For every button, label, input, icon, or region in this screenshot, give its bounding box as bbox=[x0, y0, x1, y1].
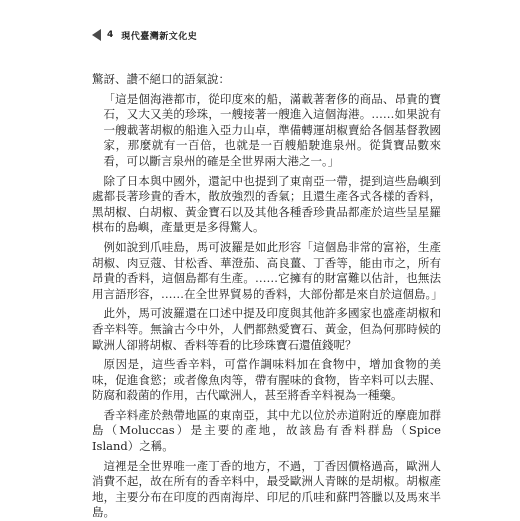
page-number: 4 bbox=[107, 30, 114, 40]
paragraph-pepper-value: 此外，馬可波羅還在口述中提及印度與其他許多國家也盛產胡椒和香辛料等。無論古今中外，人們都熱愛寶石、黃金，但為何那時候的歐洲人卻將胡椒、香料等看的比珍珠寶石還值錢呢？ bbox=[92, 306, 441, 352]
running-header bbox=[92, 28, 197, 42]
paragraph-spices-southeast-asia: 除了日本與中國外，還記中也提到了東南亞一帶，提到這些島嶼到處都長著珍貴的香木，散放強烈的香氣；且還生產各式各樣的香料，黑胡椒、白胡椒、黃金寶石以及其他各種香珍貴品都產於這些呈星羅棋布的島嶼，產量更是多得驚人。 bbox=[92, 173, 441, 235]
paragraph-cloves: 這裡是全世界唯一產丁香的地方，不過，丁香因價格過高，歐洲人消費不起，故在所有的香辛料中，最受歐洲人青睞的是胡椒。胡椒產地，主要分布在印度的西南海岸、印尼的爪哇和蘇門答臘以及馬來半島。 bbox=[92, 458, 441, 520]
left-triangle-icon bbox=[92, 29, 101, 41]
paragraph-moluccas: 香辛料產於熱帶地區的東南亞，其中尤以位於赤道附近的摩鹿加群島（Moluccas）是主要的產地，故該島有香料群島（Spice Island）之稱。 bbox=[92, 407, 441, 454]
book-title: 現代臺灣新文化史 bbox=[121, 31, 198, 42]
paragraph-reason: 原因是，這些香辛料，可當作調味料加在食物中，增加食物的美味，促進食慾；或者像魚肉等，帶有腥味的食物，皆辛料可以去腥、防腐和殺菌的作用，古代歐洲人，甚至將香辛料視為一種藥。 bbox=[92, 357, 441, 403]
quote-quanzhou: 「這是個海港都市，從印度來的船，滿載著奢侈的商品、昂貴的寶石，又大又美的珍珠，一艘接著一艘進入這個海港。……如果說有一艘載著胡椒的船進入亞力山卓，準備轉運胡椒賣給各個基督教國家，那麼就有一百倍，也就是一百艘船駛進泉州。從貨寶品數來看，可以斷言泉州的確是全世界兩大港之一。」 bbox=[103, 91, 441, 168]
paragraph-intro: 驚訝、讚不絕口的語氣說： bbox=[92, 72, 230, 86]
paragraph-java: 例如說到爪哇島，馬可波羅是如此形容「這個島非常的富裕，生產胡椒、肉豆蔻、甘松香、華澄茄、高良薑、丁香等，能由市之，所有昂貴的香料，這個島都有生產。……它擁有的財富難以估計，也無法用言語形容，……在全世界貿易的香料，大部份都是來自於這個島。」 bbox=[92, 239, 443, 301]
page-body bbox=[92, 72, 441, 521]
